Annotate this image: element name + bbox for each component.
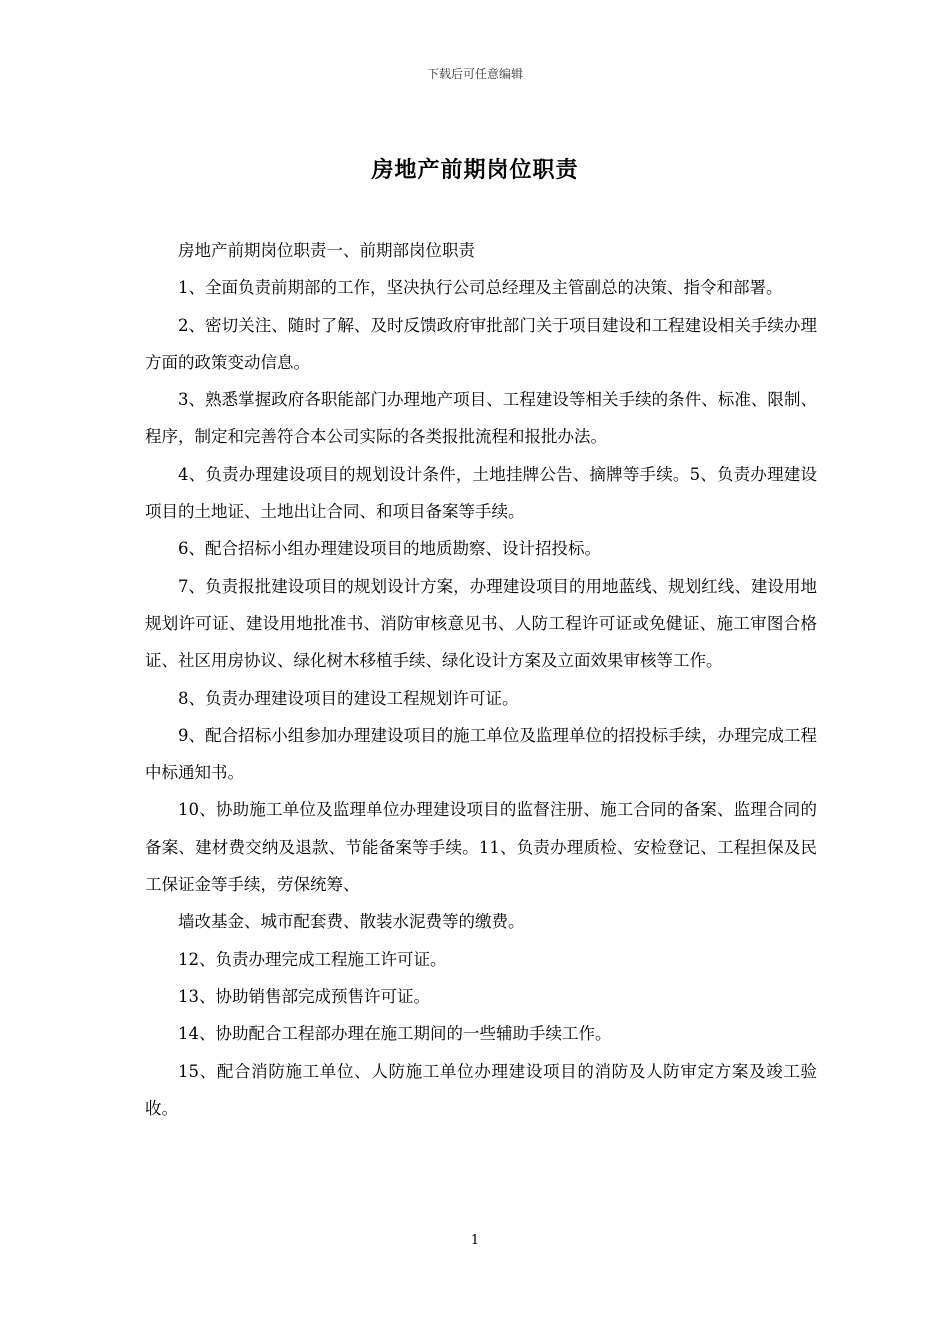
paragraph-item-3: 3、熟悉掌握政府各职能部门办理地产项目、工程建设等相关手续的条件、标准、限制、程序，制定和完善符合本公司实际的各类报批流程和报批办法。 (145, 390, 817, 447)
paragraph-item-13: 13、协助销售部完成预售许可证。 (178, 986, 430, 1006)
page-number: 1 (470, 1233, 480, 1248)
paragraph-item-7: 7、负责报批建设项目的规划设计方案，办理建设项目的用地蓝线、规划红线、建设用地规划许可证、建设用地批准书、消防审核意见书、人防工程许可证或免健证、施工审图合格证、社区用房协议、绿化树木移植手续、绿化设计方案及立面效果审核等工作。 (145, 576, 817, 671)
header-note: 下载后可任意编辑 (426, 67, 523, 81)
paragraph-item-15: 15、配合消防施工单位、人防施工单位办理建设项目的消防及人防审定方案及竣工验收。 (145, 1061, 817, 1118)
paragraph-item-11-continued: 墙改基金、城市配套费、散装水泥费等的缴费。 (178, 912, 525, 932)
document-body (145, 232, 817, 1127)
paragraph-intro: 房地产前期岗位职责一、前期部岗位职责 (178, 241, 475, 260)
paragraph-item-12: 12、负责办理完成工程施工许可证。 (178, 949, 447, 969)
paragraph-item-9: 9、配合招标小组参加办理建设项目的施工单位及监理单位的招投标手续，办理完成工程中标通知书。 (145, 725, 817, 783)
paragraph-item-4-5: 4、负责办理建设项目的规划设计条件，土地挂牌公告、摘牌等手续。5、负责办理建设项目的土地证、土地出让合同、和项目备案等手续。 (145, 464, 817, 522)
paragraph-item-1: 1、全面负责前期部的工作，坚决执行公司总经理及主管副总的决策、指令和部署。 (178, 278, 783, 298)
paragraph-item-6: 6、配合招标小组办理建设项目的地质勘察、设计招投标。 (178, 539, 601, 559)
paragraph-item-10-11: 10、协助施工单位及监理单位办理建设项目的监督注册、施工合同的备案、监理合同的备案、建材费交纳及退款、节能备案等手续。11、负责办理质检、安检登记、工程担保及民工保证金等手续，劳保统筹、 (145, 800, 817, 895)
document-title: 房地产前期岗位职责 (371, 157, 579, 183)
paragraph-item-2: 2、密切关注、随时了解、及时反馈政府审批部门关于项目建设和工程建设相关手续办理方面的政策变动信息。 (145, 315, 817, 372)
paragraph-item-14: 14、协助配合工程部办理在施工期间的一些辅助手续工作。 (178, 1024, 612, 1044)
paragraph-item-8: 8、负责办理建设项目的建设工程规划许可证。 (178, 688, 519, 708)
